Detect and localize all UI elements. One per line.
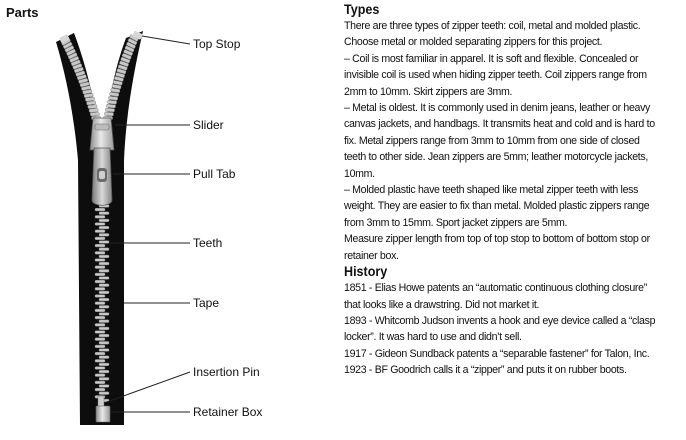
zipper-tooth — [104, 112, 113, 115]
zipper-tooth — [99, 392, 109, 395]
zipper-tooth — [99, 241, 109, 244]
zipper-tooth — [99, 212, 109, 215]
label-teeth: Teeth — [193, 236, 223, 250]
history-entry: 1893 - Whitcomb Judson invents a hook and eye device called a “clasp locker”. It was hard to use and didn’t sell. — [344, 314, 656, 344]
zipper-tooth — [90, 112, 99, 115]
zipper-tooth — [106, 104, 115, 108]
history-heading: History — [344, 264, 388, 280]
zipper-tooth — [95, 244, 105, 247]
zipper-tooth — [99, 306, 109, 309]
zipper-tooth — [99, 248, 109, 251]
zipper-tooth — [99, 385, 109, 388]
zipper-tooth — [95, 295, 105, 298]
zipper-tooth — [95, 331, 105, 334]
label-tape: Tape — [193, 296, 220, 310]
history-entry: 1923 - BF Goodrich calls it a “zipper” and puts it on rubber boots. — [344, 364, 627, 377]
zipper-tooth — [99, 255, 109, 258]
zipper-tooth — [95, 266, 105, 269]
zipper-tooth — [99, 270, 109, 273]
zipper-tooth — [107, 100, 116, 104]
zipper-parts-diagram — [0, 0, 340, 440]
zipper-tooth — [95, 324, 105, 327]
types-paragraph: – Metal is oldest. It is commonly used in denim jeans, leather or heavy canvas jackets, and handbags. It transmits heat and cold and is hard to fix. Metal zippers range from 3mm to 10mm from one side of closed teeth to other side. Jean zippers are 5mm; leather motorcycle jackets, 10mm. — [344, 102, 655, 180]
zipper-tooth — [95, 273, 105, 276]
types-paragraph: Measure zipper length from top of top stop to bottom of bottom stop or retainer box. — [344, 233, 650, 262]
zipper-tooth — [95, 338, 105, 341]
zipper-tooth — [95, 381, 105, 384]
label-retainer-box: Retainer Box — [193, 405, 263, 419]
zipper-tooth — [95, 352, 105, 355]
zipper-tooth — [99, 342, 109, 345]
label-pull-tab: Pull Tab — [193, 167, 236, 181]
zipper-tooth — [95, 374, 105, 377]
zipper-tooth — [99, 363, 109, 366]
zipper-tooth — [99, 277, 109, 280]
zipper-tooth — [88, 105, 97, 109]
history-entry: 1917 - Gideon Sundback patents a “separable fastener” for Talon, Inc. — [344, 347, 650, 360]
zipper-tooth — [95, 316, 105, 319]
zipper-tooth — [95, 360, 105, 363]
types-paragraph: – Coil is most familiar in apparel. It is soft and flexible. Concealed or invisible coil is used when hiding zipper teeth. Coil zippers range from 2mm to 10mm. Skirt zippers are 3mm. — [344, 52, 647, 98]
zipper-tooth — [89, 109, 98, 113]
zipper-tooth — [99, 370, 109, 373]
label-insertion-pin: Insertion Pin — [193, 365, 260, 379]
zipper-tooth — [99, 234, 109, 237]
zipper-tooth — [95, 302, 105, 305]
zipper-tooth — [95, 309, 105, 312]
zipper-tooth — [95, 259, 105, 262]
zipper-tooth — [95, 388, 105, 391]
zipper-tooth — [99, 334, 109, 337]
zipper-tooth — [95, 208, 105, 211]
zipper-tooth — [95, 223, 105, 226]
types-paragraph: There are three types of zipper teeth: coil, metal and molded plastic. Choose metal or molded separating zippers for this project. — [344, 20, 641, 49]
leader-top-stop — [142, 36, 190, 44]
zipper-tooth — [95, 252, 105, 255]
slider — [90, 118, 114, 150]
zipper-tooth — [95, 288, 105, 291]
text-column — [344, 2, 658, 379]
zipper-tooth — [99, 219, 109, 222]
zipper-tooth — [99, 320, 109, 323]
zipper-tooth — [99, 298, 109, 301]
zipper-tooth — [95, 230, 105, 233]
history-list — [344, 280, 658, 378]
label-slider: Slider — [193, 118, 224, 132]
zipper-tooth — [99, 327, 109, 330]
zipper-tooth — [99, 313, 109, 316]
types-paragraph: – Molded plastic have teeth shaped like metal zipper teeth with less weight. They are easier to fix than metal. Molded plastic zippers range from 3mm to 15mm. Sport jacket zippers are 5mm. — [344, 184, 650, 229]
zipper-tooth — [99, 291, 109, 294]
diagram-title: Parts — [6, 5, 39, 20]
zipper-tooth — [95, 345, 105, 348]
zipper-tooth — [95, 367, 105, 370]
types-heading: Types — [344, 2, 380, 17]
label-top-stop: Top Stop — [193, 37, 241, 51]
pull-tab — [92, 148, 112, 205]
zipper-tooth — [99, 262, 109, 265]
zipper-tooth — [99, 356, 109, 359]
retainer-box — [96, 406, 110, 422]
zipper-tooth — [95, 280, 105, 283]
zipper-tooth — [87, 101, 96, 105]
zipper-tooth — [105, 108, 114, 112]
zipper-tooth — [99, 378, 109, 381]
zipper-tooth — [99, 284, 109, 287]
history-entry: 1851 - Elias Howe patents an “automatic continuous clothing closure” that looks like a drawstring. Did not market it. — [344, 282, 647, 311]
zipper-tooth — [95, 237, 105, 240]
zipper-tooth — [99, 349, 109, 352]
zipper-tooth — [95, 216, 105, 219]
zipper-tooth — [99, 226, 109, 229]
zipper-tooth — [108, 96, 117, 100]
tape-left — [56, 33, 103, 425]
